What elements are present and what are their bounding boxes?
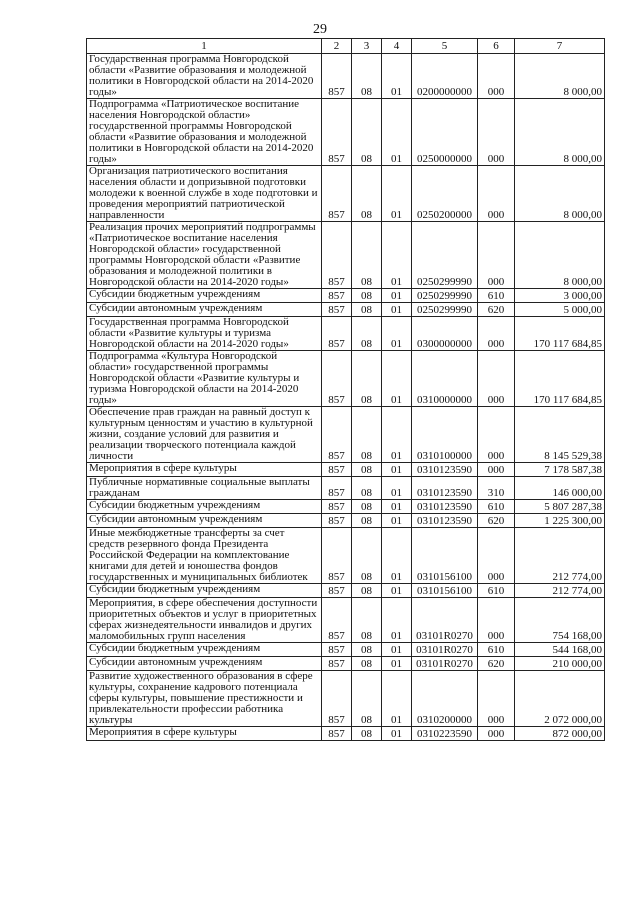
- row-target-item-cell: 0310100000: [412, 407, 478, 463]
- row-expense-type-cell: 000: [478, 727, 515, 741]
- table-row: [87, 500, 605, 514]
- row-amount-cell: 7 178 587,38: [515, 463, 605, 477]
- row-code-cell: 857: [322, 222, 352, 289]
- row-name-cell: Субсидии бюджетным учреждениям: [87, 289, 322, 303]
- row-target-item-cell: 0250200000: [412, 166, 478, 222]
- row-code-cell: 857: [322, 317, 352, 351]
- row-target-item-cell: 0310156100: [412, 584, 478, 598]
- row-section-cell: 08: [352, 351, 382, 407]
- header-cell: 1: [87, 39, 322, 54]
- row-expense-type-cell: 620: [478, 514, 515, 528]
- row-name-cell: Субсидии бюджетным учреждениям: [87, 584, 322, 598]
- row-amount-cell: 8 000,00: [515, 222, 605, 289]
- table-row: [87, 54, 605, 99]
- row-target-item-cell: 0310123590: [412, 477, 478, 500]
- row-section-cell: 08: [352, 317, 382, 351]
- row-expense-type-cell: 610: [478, 500, 515, 514]
- row-expense-type-cell: 000: [478, 54, 515, 99]
- row-code-cell: 857: [322, 351, 352, 407]
- row-target-item-cell: 0310000000: [412, 351, 478, 407]
- row-code-cell: 857: [322, 643, 352, 657]
- row-name-cell: Иные межбюджетные трансферты за счет средств резервного фонда Президента Российской Федерации на комплектование книгами для детей и юношества фондов государственных и муниципальных библиотек: [87, 528, 322, 584]
- row-expense-type-cell: 000: [478, 317, 515, 351]
- row-expense-type-cell: 000: [478, 598, 515, 643]
- row-code-cell: 857: [322, 584, 352, 598]
- row-section-cell: 08: [352, 303, 382, 317]
- row-section-cell: 08: [352, 54, 382, 99]
- row-name-cell: Субсидии автономным учреждениям: [87, 657, 322, 671]
- table-row: [87, 289, 605, 303]
- row-code-cell: 857: [322, 477, 352, 500]
- row-code-cell: 857: [322, 166, 352, 222]
- row-expense-type-cell: 000: [478, 351, 515, 407]
- row-section-cell: 08: [352, 99, 382, 166]
- row-subsection-cell: 01: [382, 317, 412, 351]
- table-row: [87, 598, 605, 643]
- row-subsection-cell: 01: [382, 528, 412, 584]
- row-target-item-cell: 03101R0270: [412, 657, 478, 671]
- row-code-cell: 857: [322, 289, 352, 303]
- row-code-cell: 857: [322, 727, 352, 741]
- row-subsection-cell: 01: [382, 657, 412, 671]
- row-subsection-cell: 01: [382, 727, 412, 741]
- row-amount-cell: 1 225 300,00: [515, 514, 605, 528]
- row-target-item-cell: 0310200000: [412, 671, 478, 727]
- row-target-item-cell: 0250299990: [412, 303, 478, 317]
- row-expense-type-cell: 610: [478, 643, 515, 657]
- page-number: 29: [313, 22, 327, 37]
- row-amount-cell: 5 807 287,38: [515, 500, 605, 514]
- row-amount-cell: 212 774,00: [515, 584, 605, 598]
- budget-table: [86, 38, 605, 741]
- row-target-item-cell: 03101R0270: [412, 598, 478, 643]
- header-row: [87, 39, 605, 54]
- table-row: [87, 643, 605, 657]
- row-expense-type-cell: 000: [478, 528, 515, 584]
- header-cell: 2: [322, 39, 352, 54]
- row-code-cell: 857: [322, 671, 352, 727]
- row-subsection-cell: 01: [382, 407, 412, 463]
- table-row: [87, 727, 605, 741]
- row-name-cell: Мероприятия в сфере культуры: [87, 727, 322, 741]
- header-cell: 3: [352, 39, 382, 54]
- row-subsection-cell: 01: [382, 671, 412, 727]
- row-expense-type-cell: 000: [478, 407, 515, 463]
- row-section-cell: 08: [352, 727, 382, 741]
- header-cell: 7: [515, 39, 605, 54]
- row-expense-type-cell: 000: [478, 463, 515, 477]
- row-section-cell: 08: [352, 598, 382, 643]
- row-expense-type-cell: 620: [478, 303, 515, 317]
- row-name-cell: Субсидии бюджетным учреждениям: [87, 500, 322, 514]
- row-target-item-cell: 0310123590: [412, 514, 478, 528]
- row-subsection-cell: 01: [382, 289, 412, 303]
- row-subsection-cell: 01: [382, 166, 412, 222]
- row-subsection-cell: 01: [382, 514, 412, 528]
- header-cell: 6: [478, 39, 515, 54]
- row-name-cell: Субсидии бюджетным учреждениям: [87, 643, 322, 657]
- row-expense-type-cell: 620: [478, 657, 515, 671]
- row-amount-cell: 212 774,00: [515, 528, 605, 584]
- row-expense-type-cell: 610: [478, 584, 515, 598]
- table-row: [87, 303, 605, 317]
- row-target-item-cell: 0310123590: [412, 500, 478, 514]
- row-amount-cell: 544 168,00: [515, 643, 605, 657]
- row-subsection-cell: 01: [382, 303, 412, 317]
- row-amount-cell: 5 000,00: [515, 303, 605, 317]
- table-row: [87, 584, 605, 598]
- table-row: [87, 317, 605, 351]
- row-target-item-cell: 0310156100: [412, 528, 478, 584]
- row-section-cell: 08: [352, 289, 382, 303]
- row-subsection-cell: 01: [382, 598, 412, 643]
- row-subsection-cell: 01: [382, 643, 412, 657]
- table-row: [87, 477, 605, 500]
- row-code-cell: 857: [322, 598, 352, 643]
- row-target-item-cell: 0250299990: [412, 222, 478, 289]
- row-section-cell: 08: [352, 584, 382, 598]
- row-subsection-cell: 01: [382, 54, 412, 99]
- row-name-cell: Развитие художественного образования в сфере культуры, сохранение кадрового потенциала сферы культуры, повышение престижности и привлекательности профессии работника культуры: [87, 671, 322, 727]
- row-target-item-cell: 0200000000: [412, 54, 478, 99]
- row-amount-cell: 210 000,00: [515, 657, 605, 671]
- row-amount-cell: 8 000,00: [515, 54, 605, 99]
- row-target-item-cell: 0250000000: [412, 99, 478, 166]
- row-section-cell: 08: [352, 166, 382, 222]
- table-row: [87, 657, 605, 671]
- row-expense-type-cell: 000: [478, 99, 515, 166]
- row-target-item-cell: 0310223590: [412, 727, 478, 741]
- row-subsection-cell: 01: [382, 463, 412, 477]
- row-subsection-cell: 01: [382, 477, 412, 500]
- table-body: [87, 54, 605, 741]
- row-amount-cell: 872 000,00: [515, 727, 605, 741]
- row-code-cell: 857: [322, 407, 352, 463]
- row-section-cell: 08: [352, 671, 382, 727]
- row-name-cell: Реализация прочих мероприятий подпрограммы «Патриотическое воспитание населения Новгородской области» государственной программы Новгородской области «Развитие образования и молодежной политики в Новгородской области на 2014-2020 годы»: [87, 222, 322, 289]
- row-code-cell: 857: [322, 463, 352, 477]
- row-section-cell: 08: [352, 477, 382, 500]
- row-code-cell: 857: [322, 99, 352, 166]
- row-subsection-cell: 01: [382, 222, 412, 289]
- table-row: [87, 463, 605, 477]
- row-section-cell: 08: [352, 657, 382, 671]
- row-section-cell: 08: [352, 222, 382, 289]
- row-section-cell: 08: [352, 643, 382, 657]
- row-target-item-cell: 03101R0270: [412, 643, 478, 657]
- row-subsection-cell: 01: [382, 351, 412, 407]
- row-subsection-cell: 01: [382, 500, 412, 514]
- row-name-cell: Подпрограмма «Культура Новгородской области» государственной программы Новгородской области «Развитие культуры и туризма Новгородской области на 2014-2020 годы»: [87, 351, 322, 407]
- row-code-cell: 857: [322, 303, 352, 317]
- row-amount-cell: 8 000,00: [515, 166, 605, 222]
- table-row: [87, 514, 605, 528]
- row-name-cell: Государственная программа Новгородской области «Развитие культуры и туризма Новгородской области на 2014-2020 годы»: [87, 317, 322, 351]
- row-name-cell: Обеспечение прав граждан на равный доступ к культурным ценностям и участию в культурной жизни, создание условий для развития и реализации творческого потенциала каждой личности: [87, 407, 322, 463]
- row-expense-type-cell: 000: [478, 671, 515, 727]
- row-name-cell: Мероприятия, в сфере обеспечения доступности приоритетных объектов и услуг в приоритетных сферах жизнедеятельности инвалидов и других маломобильных групп населения: [87, 598, 322, 643]
- row-name-cell: Субсидии автономным учреждениям: [87, 514, 322, 528]
- table-row: [87, 99, 605, 166]
- row-amount-cell: 146 000,00: [515, 477, 605, 500]
- row-amount-cell: 170 117 684,85: [515, 351, 605, 407]
- row-name-cell: Мероприятия в сфере культуры: [87, 463, 322, 477]
- row-section-cell: 08: [352, 407, 382, 463]
- row-section-cell: 08: [352, 528, 382, 584]
- row-amount-cell: 8 000,00: [515, 99, 605, 166]
- row-amount-cell: 170 117 684,85: [515, 317, 605, 351]
- header-cell: 5: [412, 39, 478, 54]
- row-amount-cell: 754 168,00: [515, 598, 605, 643]
- row-name-cell: Государственная программа Новгородской области «Развитие образования и молодежной политики в Новгородской области на 2014-2020 годы»: [87, 54, 322, 99]
- row-code-cell: 857: [322, 514, 352, 528]
- table-row: [87, 528, 605, 584]
- row-target-item-cell: 0250299990: [412, 289, 478, 303]
- row-amount-cell: 8 145 529,38: [515, 407, 605, 463]
- row-expense-type-cell: 610: [478, 289, 515, 303]
- row-section-cell: 08: [352, 514, 382, 528]
- row-name-cell: Публичные нормативные социальные выплаты гражданам: [87, 477, 322, 500]
- row-subsection-cell: 01: [382, 99, 412, 166]
- row-target-item-cell: 0310123590: [412, 463, 478, 477]
- row-amount-cell: 3 000,00: [515, 289, 605, 303]
- row-name-cell: Подпрограмма «Патриотическое воспитание населения Новгородской области» государственной программы Новгородской области «Развитие образования и молодежной политики в Новгородской области на 2014-2020 годы»: [87, 99, 322, 166]
- row-expense-type-cell: 000: [478, 222, 515, 289]
- row-section-cell: 08: [352, 463, 382, 477]
- row-name-cell: Субсидии автономным учреждениям: [87, 303, 322, 317]
- row-section-cell: 08: [352, 500, 382, 514]
- row-code-cell: 857: [322, 657, 352, 671]
- row-subsection-cell: 01: [382, 584, 412, 598]
- table-row: [87, 222, 605, 289]
- row-amount-cell: 2 072 000,00: [515, 671, 605, 727]
- row-name-cell: Организация патриотического воспитания населения области и допризывной подготовки молодежи к военной службе в ходе подготовки и проведения мероприятий патриотической направленности: [87, 166, 322, 222]
- table-row: [87, 671, 605, 727]
- row-code-cell: 857: [322, 500, 352, 514]
- row-code-cell: 857: [322, 528, 352, 584]
- table-row: [87, 351, 605, 407]
- row-expense-type-cell: 000: [478, 166, 515, 222]
- table-row: [87, 166, 605, 222]
- header-cell: 4: [382, 39, 412, 54]
- row-target-item-cell: 0300000000: [412, 317, 478, 351]
- row-expense-type-cell: 310: [478, 477, 515, 500]
- table-row: [87, 407, 605, 463]
- row-code-cell: 857: [322, 54, 352, 99]
